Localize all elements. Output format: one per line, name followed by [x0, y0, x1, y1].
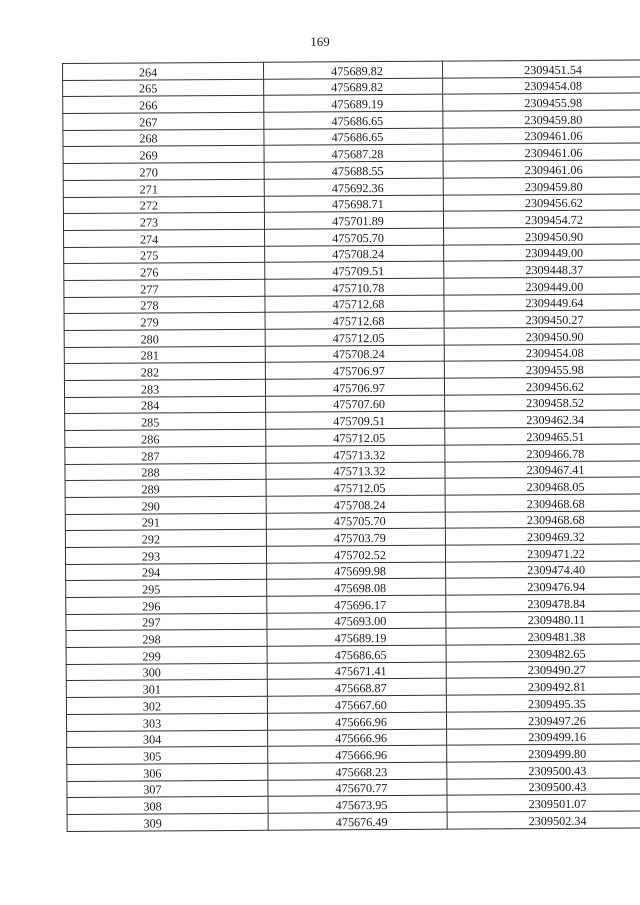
y-coordinate-cell: 2309455.98 [444, 360, 640, 378]
x-coordinate-cell: 475689.82 [264, 78, 443, 96]
y-coordinate-cell: 2309499.80 [447, 744, 640, 762]
x-coordinate-cell: 475708.24 [266, 495, 445, 513]
x-coordinate-cell: 475701.89 [264, 211, 443, 229]
x-coordinate-cell: 475668.23 [268, 762, 447, 780]
x-coordinate-cell: 475689.19 [267, 629, 446, 647]
y-coordinate-cell: 2309499.16 [447, 727, 640, 745]
point-number-cell: 289 [65, 479, 266, 497]
y-coordinate-cell: 2309500.43 [447, 778, 640, 796]
point-number-cell: 287 [65, 446, 266, 464]
x-coordinate-cell: 475708.24 [265, 345, 444, 363]
y-coordinate-cell: 2309458.52 [445, 394, 640, 412]
x-coordinate-cell: 475666.96 [268, 745, 447, 763]
point-number-cell: 270 [63, 162, 264, 180]
y-coordinate-cell: 2309471.22 [445, 544, 640, 562]
x-coordinate-cell: 475686.65 [264, 128, 443, 146]
x-coordinate-cell: 475705.70 [266, 512, 445, 530]
x-coordinate-cell: 475666.96 [268, 729, 447, 747]
point-number-cell: 302 [66, 696, 267, 714]
y-coordinate-cell: 2309495.35 [446, 694, 640, 712]
y-coordinate-cell: 2309461.06 [443, 160, 640, 178]
y-coordinate-cell: 2309449.00 [444, 244, 640, 262]
y-coordinate-cell: 2309456.62 [444, 377, 640, 395]
point-number-cell: 301 [66, 680, 267, 698]
y-coordinate-cell: 2309451.54 [442, 60, 640, 78]
point-number-cell: 288 [65, 463, 266, 481]
y-coordinate-cell: 2309461.06 [443, 127, 640, 145]
y-coordinate-cell: 2309450.90 [444, 227, 640, 245]
y-coordinate-cell: 2309501.07 [447, 794, 640, 812]
y-coordinate-cell: 2309456.62 [443, 193, 640, 211]
x-coordinate-cell: 475668.87 [267, 679, 446, 697]
point-number-cell: 283 [64, 379, 265, 397]
x-coordinate-cell: 475709.51 [266, 412, 445, 430]
point-number-cell: 286 [65, 429, 266, 447]
y-coordinate-cell: 2309454.72 [443, 210, 640, 228]
point-number-cell: 307 [67, 780, 268, 798]
y-coordinate-cell: 2309468.68 [445, 494, 640, 512]
x-coordinate-cell: 475703.79 [266, 528, 445, 546]
point-number-cell: 306 [67, 763, 268, 781]
y-coordinate-cell: 2309454.08 [444, 344, 640, 362]
table-row [67, 811, 640, 831]
coordinates-table-body [63, 60, 640, 831]
x-coordinate-cell: 475673.95 [268, 795, 447, 813]
point-number-cell: 284 [65, 396, 266, 414]
y-coordinate-cell: 2309450.90 [444, 327, 640, 345]
x-coordinate-cell: 475702.52 [266, 545, 445, 563]
y-coordinate-cell: 2309497.26 [446, 711, 640, 729]
point-number-cell: 304 [67, 730, 268, 748]
x-coordinate-cell: 475706.97 [265, 378, 444, 396]
point-number-cell: 277 [64, 279, 265, 297]
x-coordinate-cell: 475688.55 [264, 161, 443, 179]
x-coordinate-cell: 475671.41 [267, 662, 446, 680]
x-coordinate-cell: 475693.00 [267, 612, 446, 630]
point-number-cell: 296 [66, 596, 267, 614]
point-number-cell: 265 [63, 79, 264, 97]
x-coordinate-cell: 475698.08 [267, 578, 446, 596]
x-coordinate-cell: 475713.32 [266, 445, 445, 463]
y-coordinate-cell: 2309459.80 [443, 110, 640, 128]
y-coordinate-cell: 2309465.51 [445, 427, 640, 445]
y-coordinate-cell: 2309467.41 [445, 460, 640, 478]
y-coordinate-cell: 2309455.98 [443, 93, 640, 111]
y-coordinate-cell: 2309481.38 [446, 627, 640, 645]
x-coordinate-cell: 475698.71 [264, 195, 443, 213]
point-number-cell: 267 [63, 112, 264, 130]
x-coordinate-cell: 475712.68 [265, 311, 444, 329]
point-number-cell: 273 [63, 212, 264, 230]
point-number-cell: 295 [66, 580, 267, 598]
y-coordinate-cell: 2309449.00 [444, 277, 640, 295]
x-coordinate-cell: 475699.98 [267, 562, 446, 580]
x-coordinate-cell: 475686.65 [264, 111, 443, 129]
point-number-cell: 299 [66, 646, 267, 664]
x-coordinate-cell: 475712.05 [265, 328, 444, 346]
point-number-cell: 266 [63, 96, 264, 114]
point-number-cell: 282 [64, 363, 265, 381]
point-number-cell: 305 [67, 746, 268, 764]
point-number-cell: 276 [64, 263, 265, 281]
x-coordinate-cell: 475696.17 [267, 595, 446, 613]
point-number-cell: 268 [63, 129, 264, 147]
point-number-cell: 308 [67, 797, 268, 815]
y-coordinate-cell: 2309492.81 [446, 677, 640, 695]
x-coordinate-cell: 475713.32 [266, 462, 445, 480]
y-coordinate-cell: 2309482.65 [446, 644, 640, 662]
point-number-cell: 291 [65, 513, 266, 531]
y-coordinate-cell: 2309474.40 [446, 561, 640, 579]
point-number-cell: 269 [63, 146, 264, 164]
x-coordinate-cell: 475670.77 [268, 779, 447, 797]
x-coordinate-cell: 475667.60 [267, 695, 446, 713]
coordinates-table [62, 59, 640, 831]
x-coordinate-cell: 475692.36 [264, 178, 443, 196]
point-number-cell: 271 [63, 179, 264, 197]
x-coordinate-cell: 475709.51 [265, 261, 444, 279]
y-coordinate-cell: 2309480.11 [446, 611, 640, 629]
x-coordinate-cell: 475712.05 [266, 478, 445, 496]
y-coordinate-cell: 2309468.05 [445, 477, 640, 495]
x-coordinate-cell: 475706.97 [265, 362, 444, 380]
x-coordinate-cell: 475708.24 [265, 245, 444, 263]
x-coordinate-cell: 475686.65 [267, 645, 446, 663]
y-coordinate-cell: 2309500.43 [447, 761, 640, 779]
point-number-cell: 281 [64, 346, 265, 364]
point-number-cell: 298 [66, 630, 267, 648]
y-coordinate-cell: 2309490.27 [446, 661, 640, 679]
point-number-cell: 279 [64, 313, 265, 331]
point-number-cell: 280 [64, 329, 265, 347]
x-coordinate-cell: 475707.60 [266, 395, 445, 413]
point-number-cell: 290 [65, 496, 266, 514]
point-number-cell: 285 [65, 413, 266, 431]
point-number-cell: 292 [65, 530, 266, 548]
y-coordinate-cell: 2309459.80 [443, 177, 640, 195]
y-coordinate-cell: 2309476.94 [446, 577, 640, 595]
y-coordinate-cell: 2309448.37 [444, 260, 640, 278]
point-number-cell: 294 [66, 563, 267, 581]
x-coordinate-cell: 475712.05 [266, 428, 445, 446]
y-coordinate-cell: 2309450.27 [444, 310, 640, 328]
x-coordinate-cell: 475666.96 [267, 712, 446, 730]
y-coordinate-cell: 2309454.08 [443, 77, 640, 95]
y-coordinate-cell: 2309478.84 [446, 594, 640, 612]
x-coordinate-cell: 475689.19 [264, 95, 443, 113]
point-number-cell: 278 [64, 296, 265, 314]
y-coordinate-cell: 2309462.34 [445, 410, 640, 428]
point-number-cell: 275 [64, 246, 265, 264]
y-coordinate-cell: 2309468.68 [445, 511, 640, 529]
point-number-cell: 272 [63, 196, 264, 214]
x-coordinate-cell: 475676.49 [268, 812, 447, 830]
y-coordinate-cell: 2309449.64 [444, 294, 640, 312]
x-coordinate-cell: 475705.70 [265, 228, 444, 246]
x-coordinate-cell: 475710.78 [265, 278, 444, 296]
point-number-cell: 309 [67, 813, 268, 831]
y-coordinate-cell: 2309461.06 [443, 143, 640, 161]
x-coordinate-cell: 475712.68 [265, 295, 444, 313]
point-number-cell: 303 [66, 713, 267, 731]
point-number-cell: 293 [65, 546, 266, 564]
point-number-cell: 274 [64, 229, 265, 247]
point-number-cell: 297 [66, 613, 267, 631]
point-number-cell: 300 [66, 663, 267, 681]
x-coordinate-cell: 475687.28 [264, 145, 443, 163]
y-coordinate-cell: 2309502.34 [447, 811, 640, 829]
y-coordinate-cell: 2309469.32 [445, 527, 640, 545]
page-number: 169 [310, 34, 330, 49]
y-coordinate-cell: 2309466.78 [445, 444, 640, 462]
x-coordinate-cell: 475689.82 [263, 61, 442, 79]
point-number-cell: 264 [63, 62, 264, 80]
